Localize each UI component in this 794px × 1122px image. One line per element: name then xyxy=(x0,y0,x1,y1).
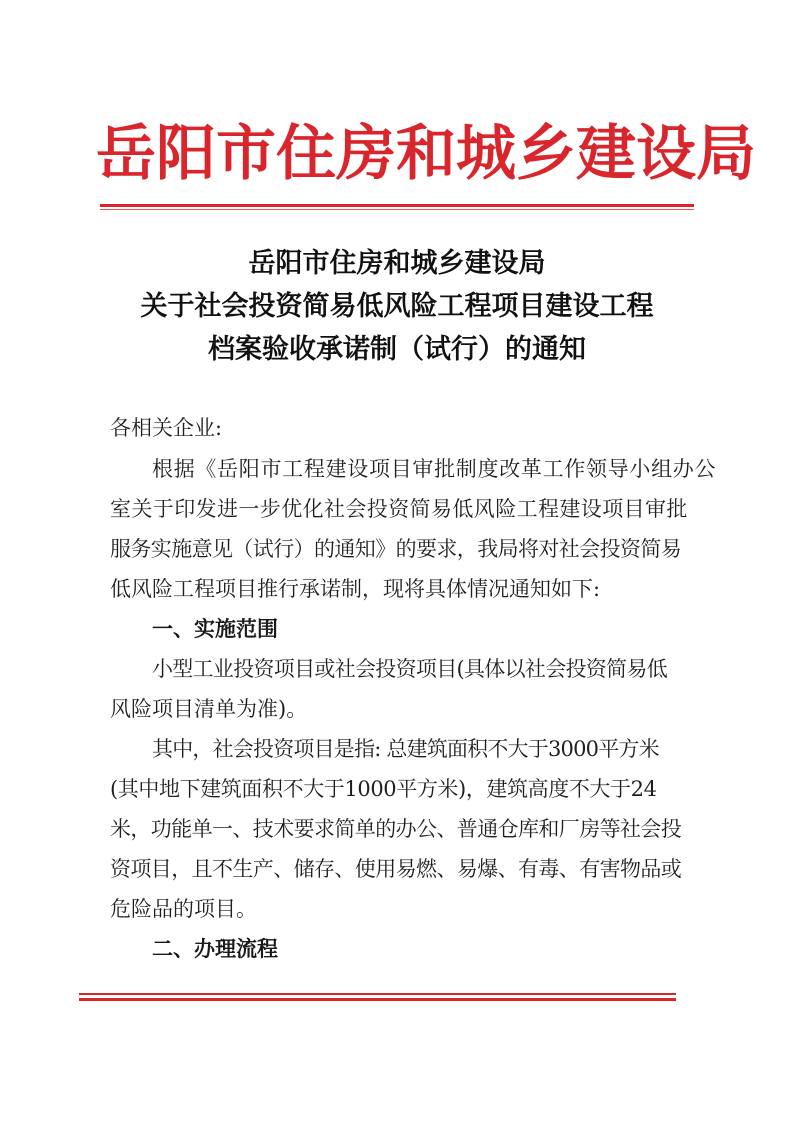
salutation: 各相关企业: xyxy=(110,416,223,440)
paragraph-1-line-2: 室关于印发进一步优化社会投资简易低风险工程建设项目审批 xyxy=(110,497,688,521)
section-1-heading: 一、实施范围 xyxy=(152,617,278,641)
paragraph-1-line-4: 低风险工程项目推行承诺制，现将具体情况通知如下: xyxy=(110,577,601,601)
paragraph-3-line-3: 米，功能单一、技术要求简单的办公、普通仓库和厂房等社会投 xyxy=(110,817,682,841)
document-title-line-1: 岳阳市住房和城乡建设局 xyxy=(248,248,546,279)
document-title-line-3: 档案验收承诺制（试行）的通知 xyxy=(208,334,586,365)
letterhead-divider-thick xyxy=(100,204,694,207)
footer-divider-thick xyxy=(79,998,676,1001)
letterhead-divider-thin xyxy=(100,209,694,210)
paragraph-1-line-3: 服务实施意见（试行）的通知》的要求，我局将对社会投资简易 xyxy=(110,537,682,561)
section-2-heading: 二、办理流程 xyxy=(152,937,278,961)
paragraph-3-line-4: 资项目，且不生产、储存、使用易燃、易爆、有毒、有害物品或 xyxy=(110,857,682,881)
paragraph-3-line-2: (其中地下建筑面积不大于1000平方米)，建筑高度不大于24 xyxy=(110,777,657,801)
paragraph-3-line-1: 其中，社会投资项目是指: 总建筑面积不大于3000平方米 xyxy=(152,737,659,761)
paragraph-2-line-2: 风险项目清单为准)。 xyxy=(110,697,308,721)
paragraph-2-line-1: 小型工业投资项目或社会投资项目(具体以社会投资简易低 xyxy=(152,657,667,681)
paragraph-1-line-1: 根据《岳阳市工程建设项目审批制度改革工作领导小组办公 xyxy=(152,457,717,481)
footer-divider-thin xyxy=(79,993,676,995)
paragraph-3-line-5: 危险品的项目。 xyxy=(110,897,257,921)
letterhead-title: 岳阳市住房和城乡建设局 xyxy=(96,119,756,189)
document-title-line-2: 关于社会投资简易低风险工程项目建设工程 xyxy=(140,291,654,322)
